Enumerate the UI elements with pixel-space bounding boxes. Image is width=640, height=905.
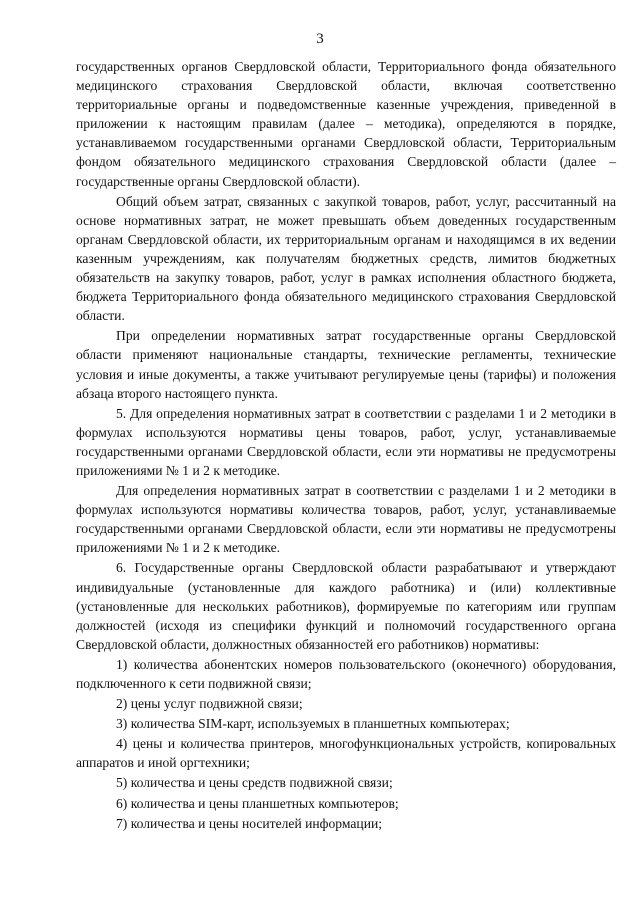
list-item-2: 2) цены услуг подвижной связи; xyxy=(116,696,303,712)
page-number: 3 xyxy=(316,31,324,47)
list-item-6: 6) количества и цены планшетных компьютеров; xyxy=(116,795,399,811)
paragraph-continuation: государственных органов Свердловской области, Территориального фонда обязательного медицинского страхования Свердловской области, включая соответственно территориальные органы и подведомственные казенные учреждения, приведенной в приложении к настоящим правилам (далее – методика), определяются в порядке, устанавливаемом государственными органами Свердловской области, Территориальным фондом обязательного медицинского страхования Свердловской области (далее – государственные органы Свердловской области). xyxy=(76,59,616,189)
list-item-7: 7) количества и цены носителей информации; xyxy=(116,815,383,831)
paragraph-total-costs: Общий объем затрат, связанных с закупкой товаров, работ, услуг, рассчитанный на основе нормативных затрат, не может превышать объем доведенных государственным органам Свердловской области, их территориальным органам и находящимся в их ведении казенным учреждениям, как получателям бюджетных средств, лимитов бюджетных обязательств на закупку товаров, работ, услуг в рамках исполнения областного бюджета, бюджета Территориального фонда обязательного медицинского страхования Свердловской области. xyxy=(76,193,616,324)
list-item-4: 4) цены и количества принтеров, многофункциональных устройств, копировальных аппаратов и иной оргтехники; xyxy=(76,736,616,771)
paragraph-standards: При определении нормативных затрат государственные органы Свердловской области применяют национальные стандарты, технические регламенты, технические условия и иные документы, а также учитывают регулируемые цены (тарифы) и положения абзаца второго настоящего пункта. xyxy=(76,328,616,401)
list-item-3: 3) количества SIM-карт, используемых в планшетных компьютерах; xyxy=(116,716,510,732)
list-item-1: 1) количества абонентских номеров пользовательского (оконечного) оборудования, подключенного к сети подвижной связи; xyxy=(76,656,616,691)
page-body xyxy=(76,57,616,834)
paragraph-quantity-norms: Для определения нормативных затрат в соответствии с разделами 1 и 2 методики в формулах используются нормативы количества товаров, работ, услуг, устанавливаемые государственными органами Свердловской области, если эти нормативы не предусмотрены приложениями № 1 и 2 к методике. xyxy=(76,483,616,556)
list-item-5: 5) количества и цены средств подвижной связи; xyxy=(116,775,393,791)
paragraph-item-6: 6. Государственные органы Свердловской области разрабатывают и утверждают индивидуальные (установленные для каждого работника) и (или) коллективные (установленные для нескольких работников), формируемые по категориям или группам должностей (исходя из специфики функций и полномочий государственного органа Свердловской области, должностных обязанностей его работников) нормативы: xyxy=(76,560,616,652)
paragraph-item-5: 5. Для определения нормативных затрат в соответствии с разделами 1 и 2 методики в формулах используются нормативы цены товаров, работ, услуг, устанавливаемые государственными органами Свердловской области, если эти нормативы не предусмотрены приложениями № 1 и 2 к методике. xyxy=(76,405,616,478)
